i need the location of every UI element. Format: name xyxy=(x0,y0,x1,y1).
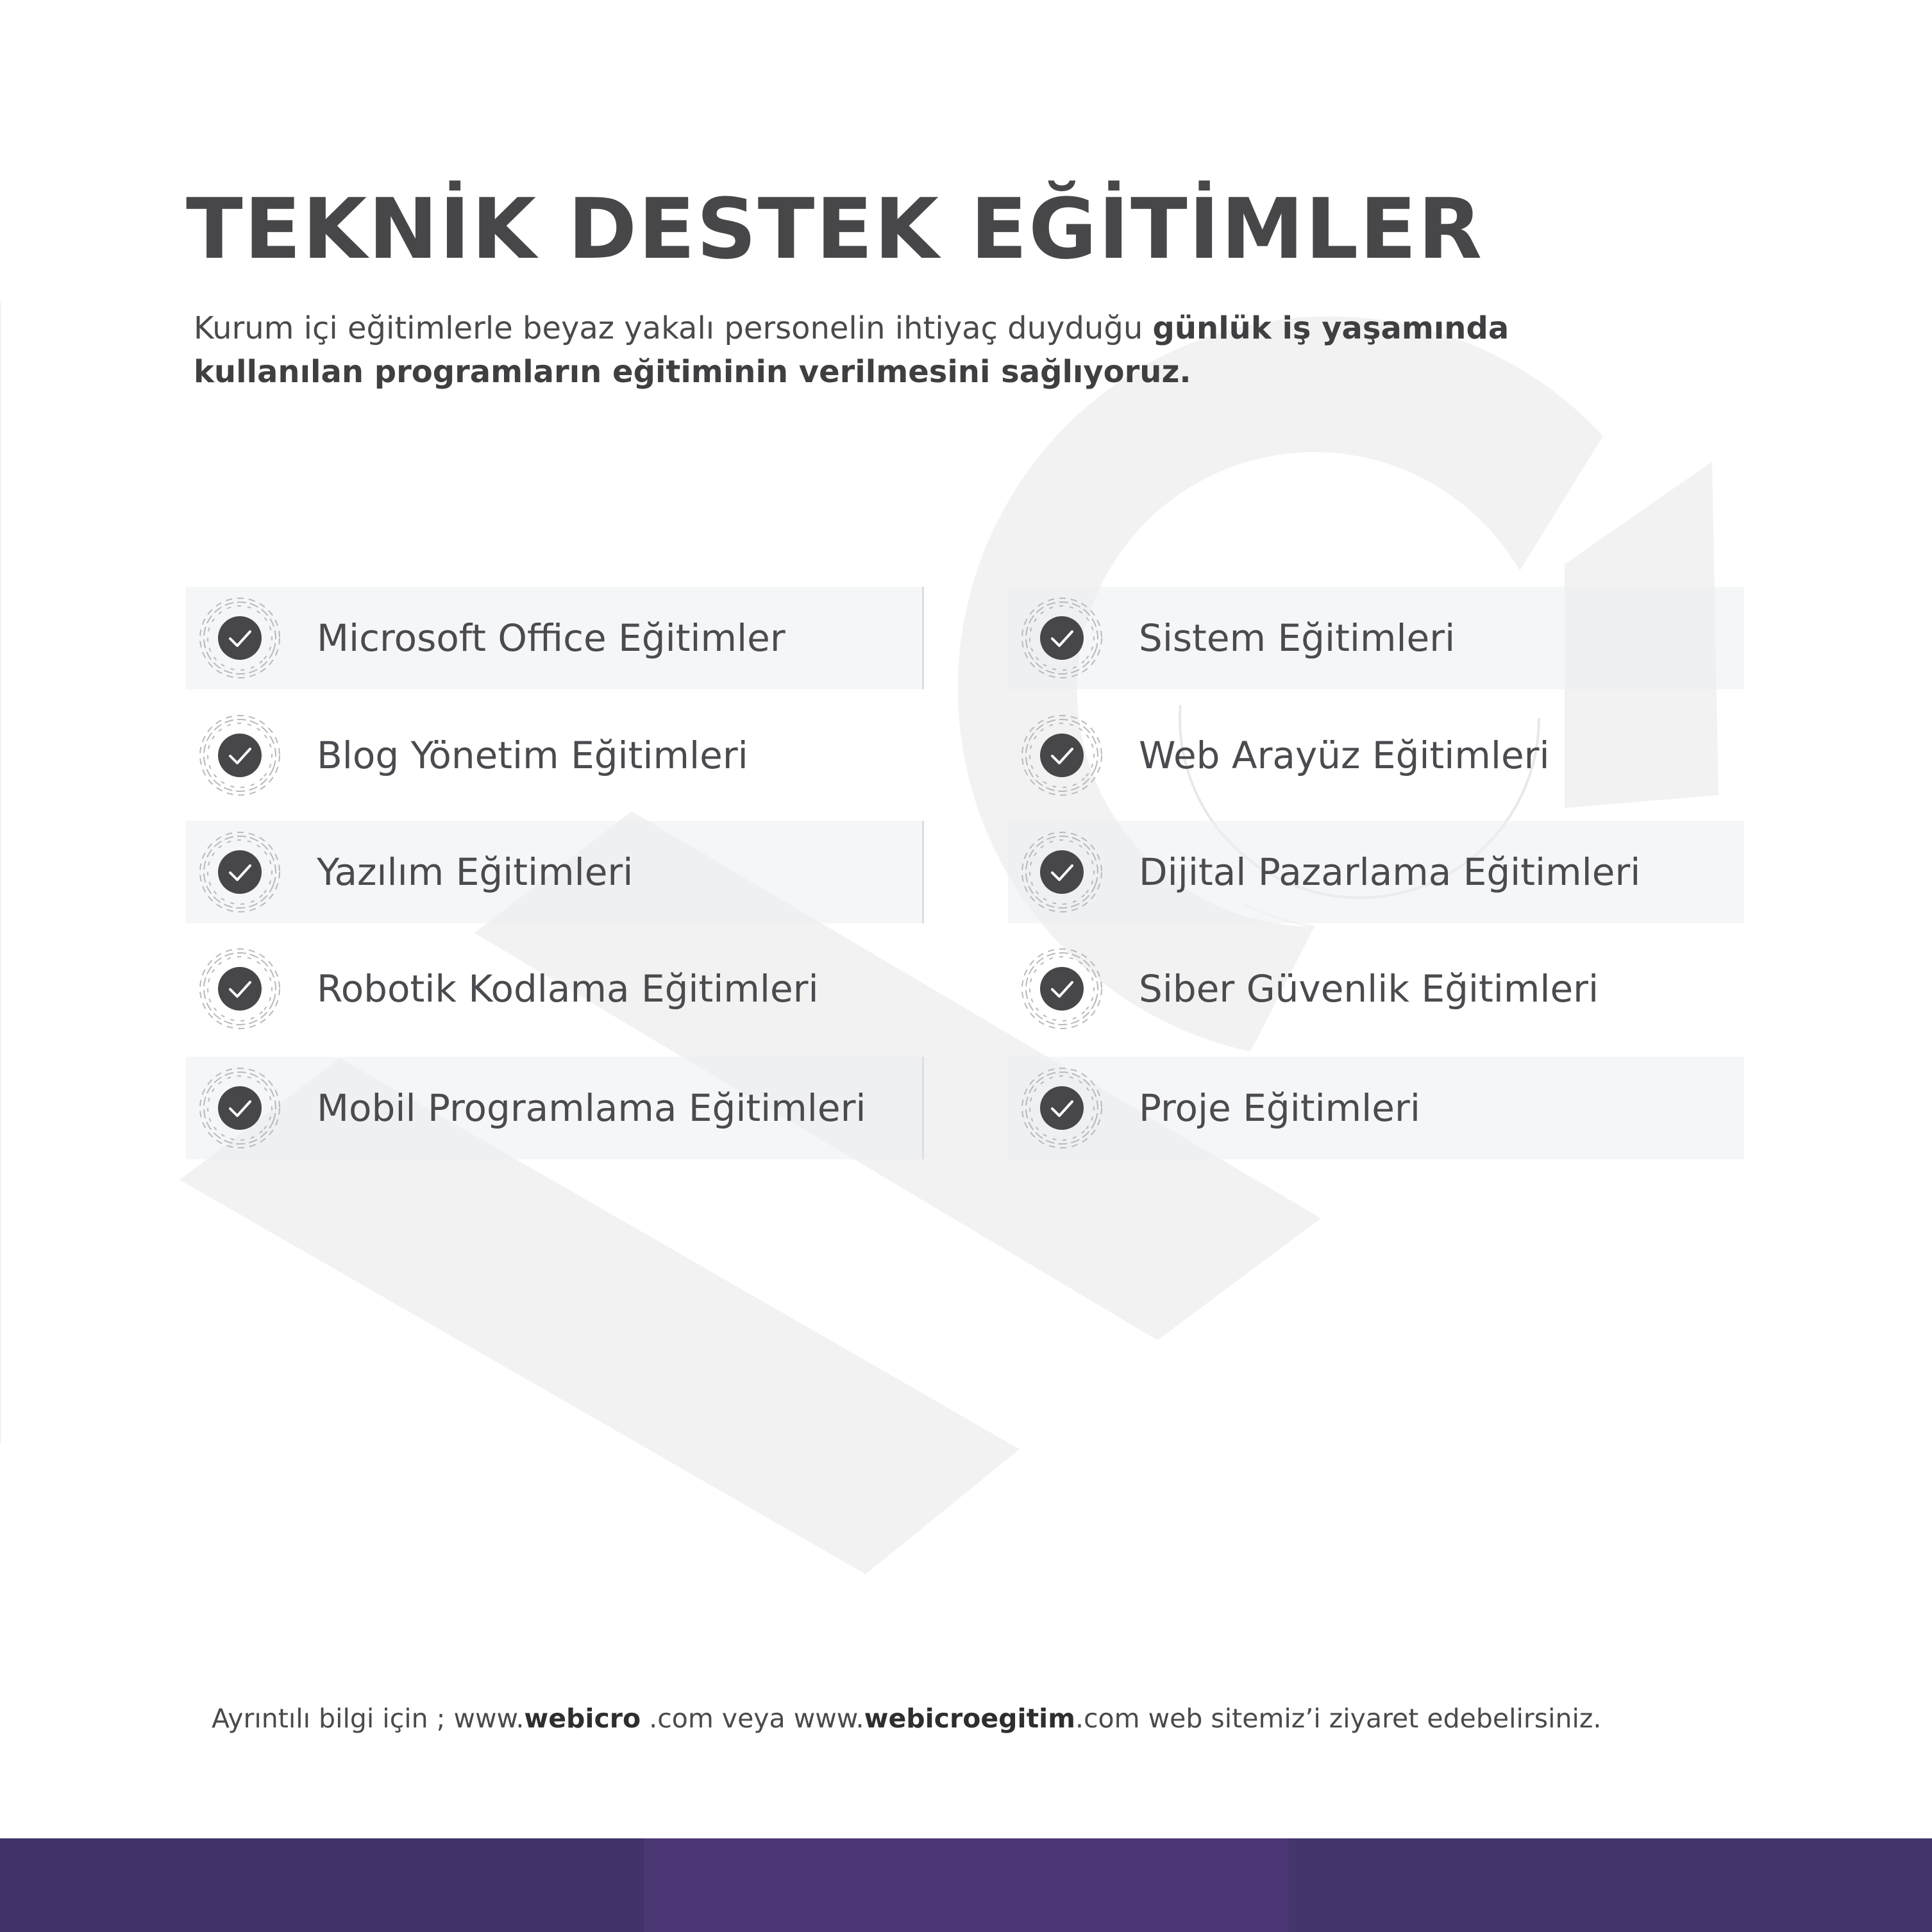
intro-regular: Kurum içi eğitimlerle beyaz yakalı personelin ihtiyaç duyduğu xyxy=(194,310,1153,346)
list-item xyxy=(1008,1057,1744,1159)
check-circle-icon xyxy=(195,710,285,800)
intro-bold-1: günlük iş yaşamında xyxy=(1152,310,1509,346)
list-item-label: Proje Eğitimleri xyxy=(1139,1086,1420,1130)
intro-bold-2: kullanılan programların eğitiminin verilmesini sağlıyoruz. xyxy=(194,354,1191,390)
footer-part-1: Ayrıntılı bilgi için ; www. xyxy=(212,1703,525,1734)
bottom-bar-segment xyxy=(644,1838,1288,1932)
list-item-label: Yazılım Eğitimleri xyxy=(317,850,634,894)
list-item xyxy=(186,587,924,689)
list-item xyxy=(186,937,922,1040)
check-circle-icon xyxy=(1017,710,1107,800)
list-item xyxy=(1008,937,1744,1040)
check-circle-icon xyxy=(1017,593,1107,683)
intro-text xyxy=(194,307,1765,394)
footer-part-2: .com veya www. xyxy=(641,1703,864,1734)
check-circle-icon xyxy=(1017,944,1107,1034)
bottom-bar-segment xyxy=(1288,1838,1932,1932)
page-title: TEKNİK DESTEK EĞİTİMLER xyxy=(186,180,1484,278)
check-circle-icon xyxy=(1017,827,1107,917)
footer-part-3: .com web sitemiz’i ziyaret edebelirsiniz. xyxy=(1075,1703,1602,1734)
check-circle-icon xyxy=(1017,1063,1107,1153)
bottom-bar-segment xyxy=(0,1838,644,1932)
check-circle-icon xyxy=(195,1063,285,1153)
list-item xyxy=(1008,821,1744,923)
list-item-label: Microsoft Office Eğitimler xyxy=(317,616,785,660)
list-item xyxy=(186,1057,924,1159)
list-item-label: Blog Yönetim Eğitimleri xyxy=(317,734,748,777)
footer-text xyxy=(212,1703,1601,1734)
check-circle-icon xyxy=(195,827,285,917)
footer-brand-2: webicroegitim xyxy=(864,1703,1075,1734)
check-circle-icon xyxy=(195,944,285,1034)
list-item-label: Dijital Pazarlama Eğitimleri xyxy=(1139,850,1641,894)
bottom-bar xyxy=(0,1838,1932,1932)
list-item xyxy=(1008,587,1744,689)
list-item-label: Sistem Eğitimleri xyxy=(1139,616,1456,660)
check-circle-icon xyxy=(195,593,285,683)
list-item xyxy=(186,821,924,923)
list-item-label: Robotik Kodlama Eğitimleri xyxy=(317,967,819,1011)
list-item xyxy=(186,704,922,807)
list-item-label: Siber Güvenlik Eğitimleri xyxy=(1139,967,1599,1011)
list-item-label: Mobil Programlama Eğitimleri xyxy=(317,1086,866,1130)
list-item xyxy=(1008,704,1744,807)
footer-brand-1: webicro xyxy=(524,1703,641,1734)
list-item-label: Web Arayüz Eğitimleri xyxy=(1139,734,1550,777)
